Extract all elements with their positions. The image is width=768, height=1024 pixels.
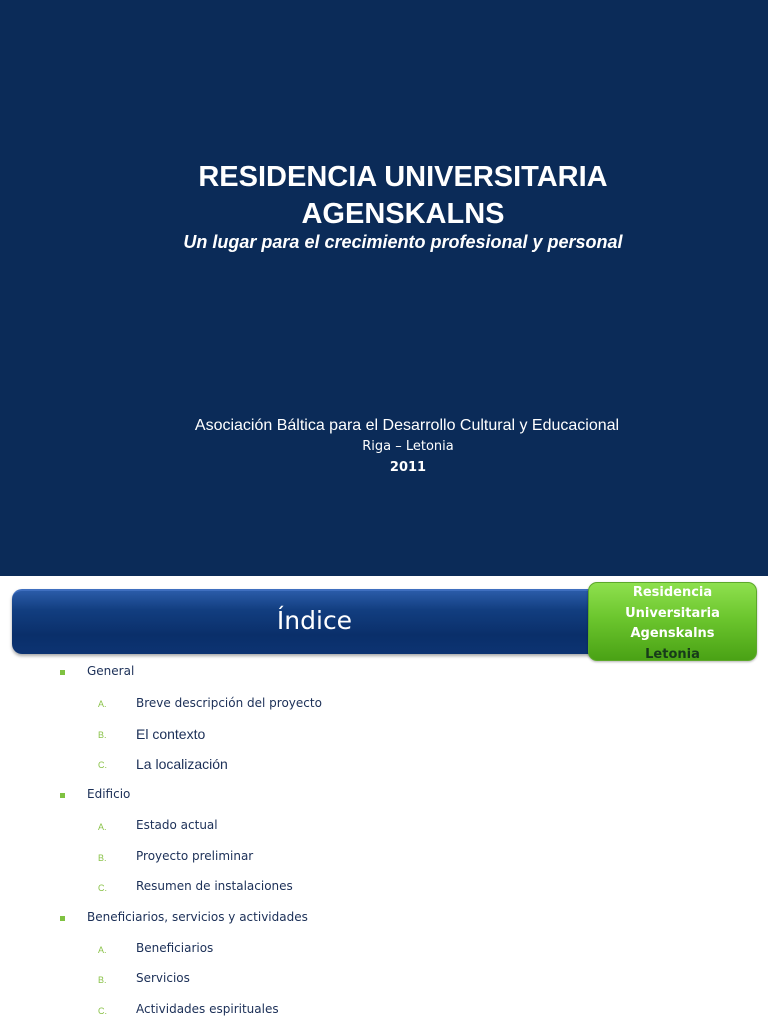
toc-letter: B.	[98, 730, 107, 740]
toc-letter: C.	[98, 1006, 107, 1016]
index-slide	[0, 576, 768, 1024]
toc-item[interactable]: La localización	[136, 756, 228, 772]
residence-badge	[588, 582, 757, 661]
toc-item[interactable]: Proyecto preliminar	[136, 849, 254, 863]
index-title: Índice	[276, 606, 353, 635]
toc-item[interactable]: Estado actual	[136, 818, 218, 832]
slide-title-line-1: RESIDENCIA UNIVERSITARIA	[198, 161, 608, 193]
toc-letter: B.	[98, 975, 107, 985]
toc-item[interactable]: Actividades espirituales	[136, 1002, 279, 1016]
toc-section-general[interactable]: General	[87, 664, 135, 678]
toc-letter: A.	[98, 945, 107, 955]
slide-subtitle: Un lugar para el crecimiento profesional y personal	[183, 232, 623, 252]
toc-letter: C.	[98, 760, 107, 770]
badge-line-3: Agenskalns	[630, 626, 715, 641]
toc-item[interactable]: Servicios	[136, 971, 190, 985]
index-header-bar	[12, 589, 610, 654]
toc-letter: A.	[98, 822, 107, 832]
year-text: 2011	[389, 460, 427, 475]
bullet-square-icon	[60, 670, 65, 675]
location-text: Riga – Letonia	[362, 439, 454, 454]
badge-line-1: Residencia	[632, 585, 713, 600]
toc-letter: B.	[98, 853, 107, 863]
toc-section-beneficiarios[interactable]: Beneficiarios, servicios y actividades	[87, 910, 308, 924]
toc-item[interactable]: Resumen de instalaciones	[136, 879, 293, 893]
toc-item[interactable]: Breve descripción del proyecto	[136, 696, 322, 710]
toc-section-edificio[interactable]: Edificio	[87, 787, 131, 801]
toc-item[interactable]: Beneficiarios	[136, 941, 214, 955]
bullet-square-icon	[60, 793, 65, 798]
toc-item[interactable]: El contexto	[136, 726, 206, 742]
badge-line-2: Universitaria	[625, 605, 720, 621]
slide-title	[0, 159, 768, 233]
slide-title-line-2: AGENSKALNS	[301, 198, 505, 230]
badge-line-4: Letonia	[645, 646, 700, 662]
toc-letter: A.	[98, 699, 107, 709]
association-name: Asociación Báltica para el Desarrollo Cultural y Educacional	[194, 417, 620, 434]
toc-letter: C.	[98, 883, 107, 893]
bullet-square-icon	[60, 916, 65, 921]
